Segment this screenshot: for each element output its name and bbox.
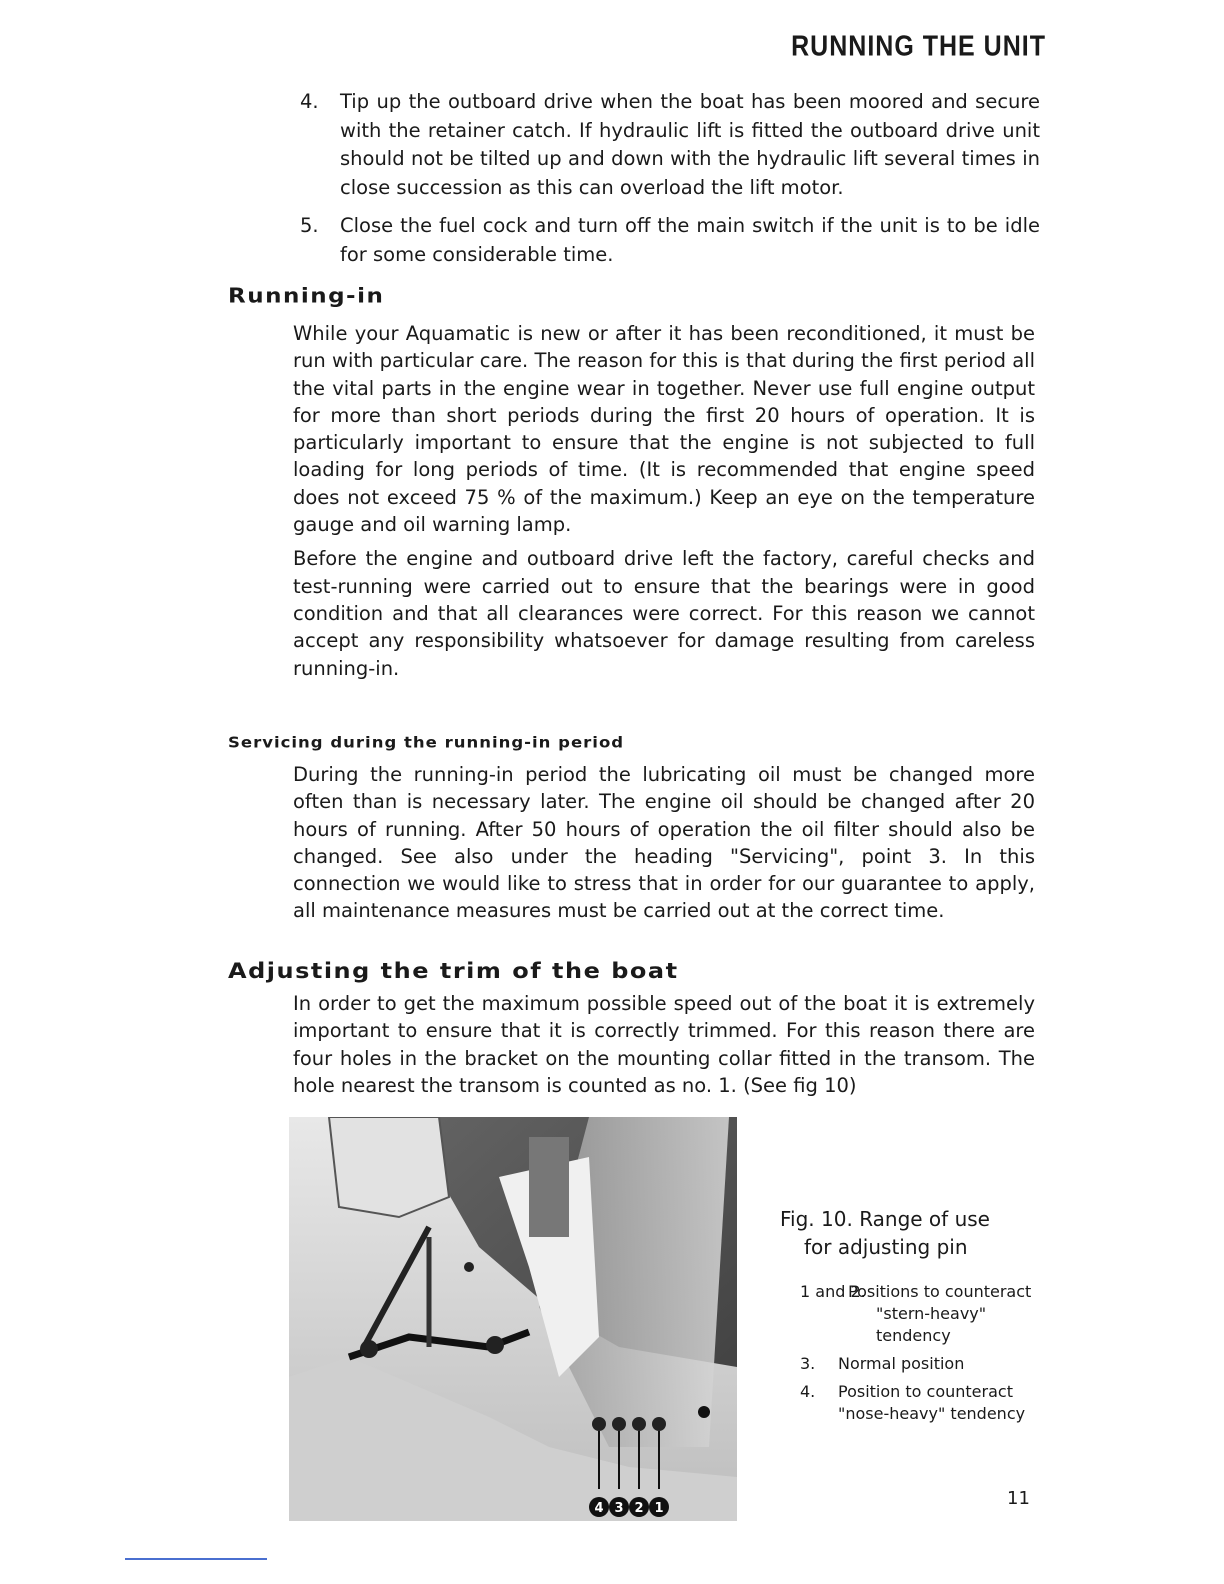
position-marker bbox=[649, 1497, 669, 1517]
caption-title bbox=[780, 1205, 1040, 1261]
paragraph: While your Aquamatic is new or after it has been reconditioned, it must be run with particular care. The reason for this is that during the first period all the vital parts in the engine wear in together. Never use full engine output for more than short periods during the first 20 hours of operation. It is particularly important to ensure that the engine is not subjected to full loading for long periods of time. (It is recommended that engine speed does not exceed 75 % of the maximum.) Keep an eye on the temperature gauge and oil warning lamp. bbox=[293, 322, 1035, 537]
paragraph: Before the engine and outboard drive left the factory, careful checks and test-running were carried out to ensure that the bearings were in good condition and that all clearances were correct. For this reason we cannot accept any responsibility whatsoever for damage resulting from careless running-in. bbox=[293, 547, 1035, 680]
caption-line-2: for adjusting pin bbox=[804, 1235, 968, 1259]
heading-running-in: Running-in bbox=[228, 284, 385, 308]
caption-list bbox=[780, 1281, 1040, 1425]
figure-caption bbox=[780, 1205, 1040, 1431]
step-number: 5. bbox=[300, 214, 319, 237]
caption-item bbox=[780, 1281, 1040, 1347]
caption-item-number: 1 and 2. bbox=[800, 1282, 866, 1301]
running-in-section bbox=[293, 320, 1035, 689]
marker-label: 2 bbox=[634, 1501, 644, 1516]
numbered-steps bbox=[300, 88, 1040, 279]
adjusting-section bbox=[293, 990, 1035, 1106]
marker-label: 4 bbox=[594, 1501, 604, 1516]
heading-adjusting-trim: Adjusting the trim of the boat bbox=[228, 958, 679, 984]
position-marker bbox=[609, 1497, 629, 1517]
caption-item-number: 4. bbox=[800, 1382, 816, 1401]
marker-label: 1 bbox=[654, 1501, 664, 1516]
caption-item-number: 3. bbox=[800, 1354, 816, 1373]
step-item bbox=[300, 212, 1040, 269]
page-header: RUNNING THE UNIT bbox=[791, 30, 1046, 63]
page-number: 11 bbox=[1007, 1488, 1030, 1509]
position-marker bbox=[589, 1497, 609, 1517]
caption-item-text: Normal position bbox=[838, 1354, 965, 1373]
caption-item-text: Position to counteract "nose-heavy" tendency bbox=[838, 1382, 1026, 1423]
footer-rule bbox=[125, 1558, 267, 1560]
caption-line-1: Range of use bbox=[859, 1207, 990, 1231]
paragraph: During the running-in period the lubricating oil must be changed more often than is necessary later. The engine oil should be changed after 20 hours of running. After 50 hours of operation the oil filter should also be changed. See also under the heading "Servicing", point 3. In this connection we would like to stress that in order for our guarantee to apply, all maintenance measures must be carried out at the correct time. bbox=[293, 763, 1035, 923]
servicing-section bbox=[293, 761, 1035, 932]
step-item bbox=[300, 88, 1040, 202]
step-text: Tip up the outboard drive when the boat has been moored and secure with the retainer catch. If hydraulic lift is fitted the outboard drive unit should not be tilted up and down with the hydraulic lift several times in close succession as this can overload the lift motor. bbox=[340, 90, 1040, 199]
caption-item bbox=[780, 1353, 1040, 1375]
step-number: 4. bbox=[300, 90, 319, 113]
figure-10-photo bbox=[289, 1117, 737, 1521]
marker-label: 3 bbox=[614, 1501, 624, 1516]
step-text: Close the fuel cock and turn off the main switch if the unit is to be idle for some considerable time. bbox=[340, 214, 1040, 266]
paragraph: In order to get the maximum possible speed out of the boat it is extremely important to ensure that it is correctly trimmed. For this reason there are four holes in the bracket on the mounting collar fitted in the transom. The hole nearest the transom is counted as no. 1. (See fig 10) bbox=[293, 992, 1035, 1097]
figure-label: Fig. 10. bbox=[780, 1207, 853, 1231]
caption-item bbox=[780, 1381, 1040, 1425]
heading-servicing: Servicing during the running-in period bbox=[228, 733, 625, 752]
caption-item-text: Positions to counteract "stern-heavy" tendency bbox=[848, 1282, 1032, 1345]
position-marker bbox=[629, 1497, 649, 1517]
